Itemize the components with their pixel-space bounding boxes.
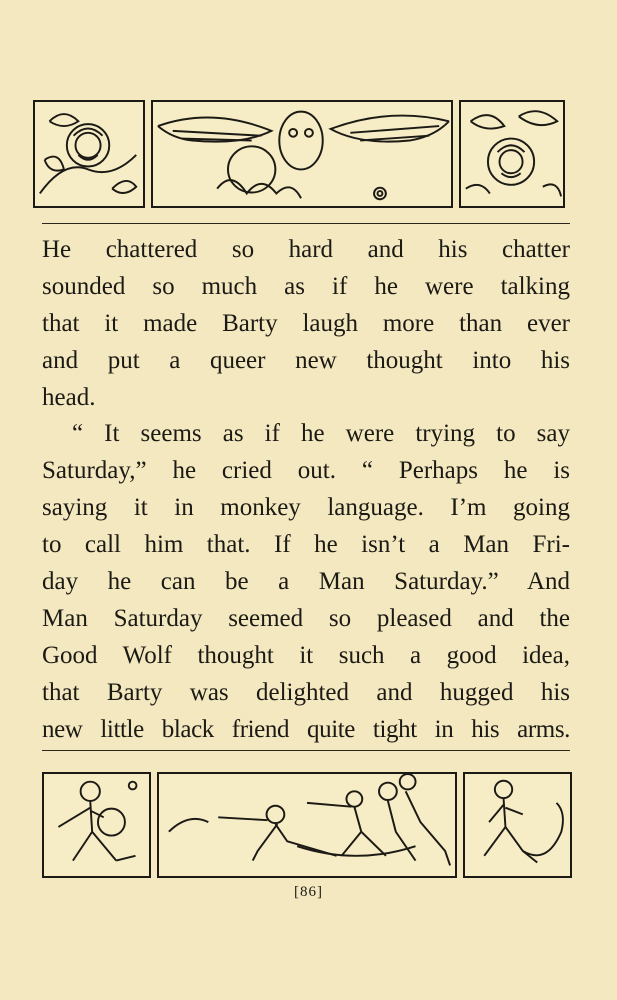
top-right-rose-illustration	[459, 100, 565, 208]
top-center-cherub-owl-illustration	[151, 100, 453, 208]
text-line: to call him that. If he isn’t a Man Fri-	[42, 531, 570, 559]
text-line: and put a queer new thought into his	[42, 346, 570, 374]
text-line: sounded so much as if he were talking	[42, 272, 570, 300]
text-line: day he can be a Man Saturday.” And	[42, 568, 570, 596]
text-line: saying it in monkey language. I’m going	[42, 494, 570, 522]
text-line: new little black friend quite tight in his arms.	[42, 715, 570, 743]
page-number: [86]	[294, 884, 323, 900]
top-left-rose-illustration	[33, 100, 145, 208]
bottom-divider-rule	[42, 750, 570, 751]
text-line: that it made Barty laugh more than ever	[42, 309, 570, 337]
text-line: Good Wolf thought it such a good idea,	[42, 641, 570, 669]
text-line: Man Saturday seemed so pleased and the	[42, 604, 570, 632]
text-line: “ It seems as if he were trying to say	[72, 420, 570, 448]
page-body-text	[42, 232, 570, 748]
bottom-center-monkeys-chase-illustration	[157, 772, 457, 878]
text-line: that Barty was delighted and hugged his	[42, 678, 570, 706]
top-divider-rule	[42, 223, 570, 224]
bottom-right-monkey-illustration	[463, 772, 572, 878]
text-line: head.	[42, 383, 96, 411]
bottom-left-monkey-illustration	[42, 772, 151, 878]
text-line: Saturday,” he cried out. “ Perhaps he is	[42, 457, 570, 485]
text-line: He chattered so hard and his chatter	[42, 236, 570, 263]
